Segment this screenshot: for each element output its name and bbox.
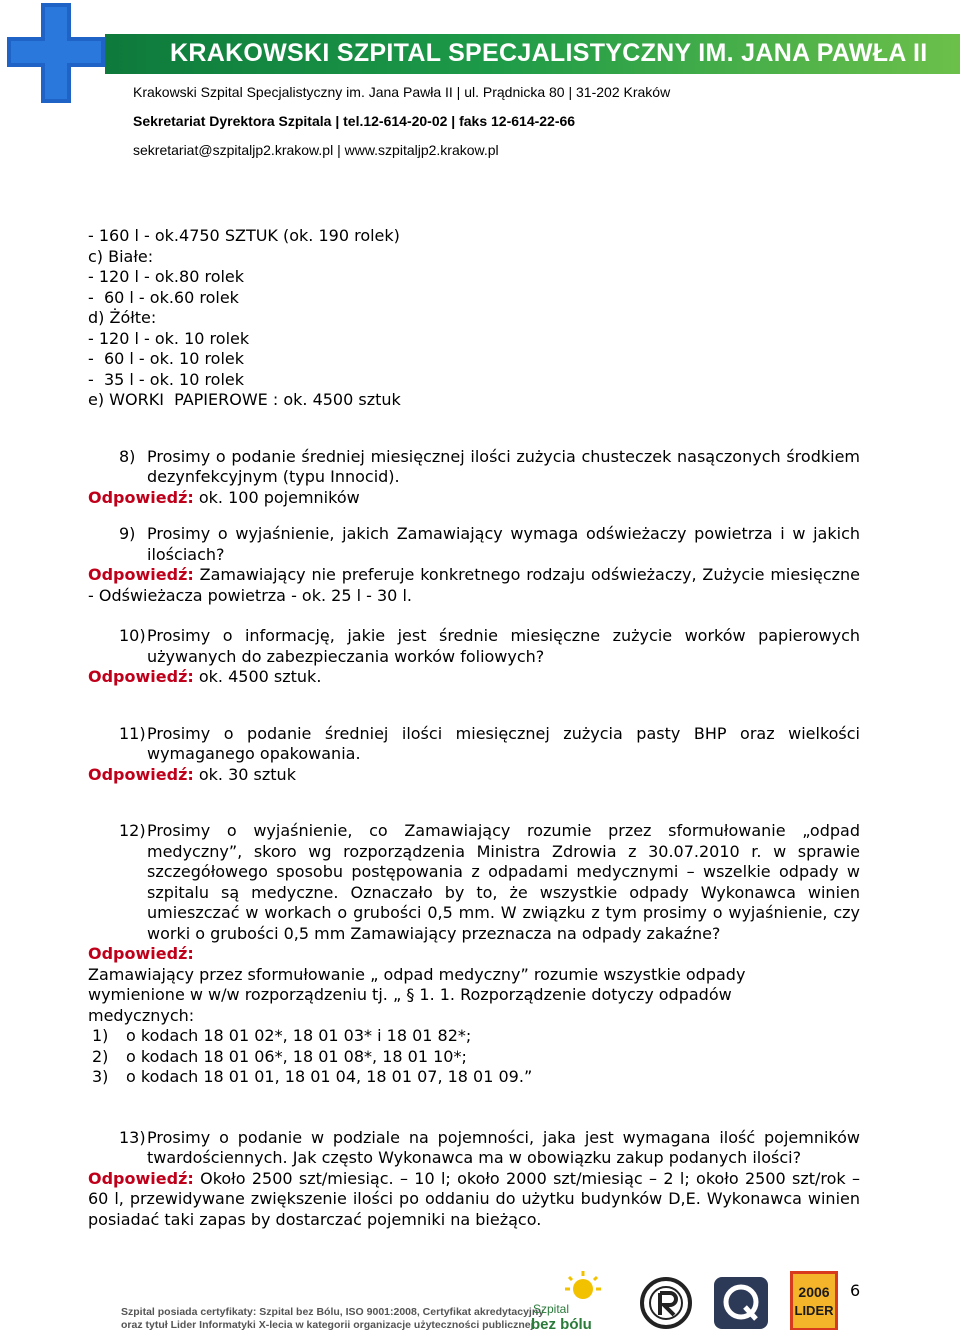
letterhead	[0, 0, 960, 175]
answer-8	[88, 488, 860, 509]
answer-text: Zamawiający nie preferuje konkretnego rodzaju odświeżaczy, Zużycie miesięczne - Odświeżacza powietrza - ok. 25 l - 30 l.	[88, 565, 860, 605]
list-item-number: 3)	[92, 1067, 109, 1086]
svg-text:bez bólu: bez bólu	[531, 1316, 592, 1330]
intro-line: - 160 l - ok.4750 SZTUK (ok. 190 rolek)	[88, 226, 400, 245]
question-text: Prosimy o podanie w podziale na pojemności, jaka jest wymagana ilość pojemników twardościennych. Jak często Wykonawca ma w obowiązku zakup podanych ilości?	[147, 1127, 860, 1167]
question-text: Prosimy o wyjaśnienie, jakich Zamawiający wymaga odświeżaczy powietrza i w jakich ilościach?	[147, 524, 860, 564]
svg-text:2006: 2006	[798, 1284, 830, 1300]
list-item-text: o kodach 18 01 06*, 18 01 08*, 18 01 10*;	[126, 1046, 467, 1066]
document-body	[88, 226, 860, 1230]
list-item	[88, 1067, 860, 1088]
answer-label: Odpowiedź:	[88, 764, 194, 784]
list-item	[88, 1026, 860, 1047]
it-leader-award-logo-icon	[790, 1271, 838, 1330]
question-text: Prosimy o podanie średniej ilości miesięcznej zużycia pasty BHP oraz wielkości wymaganego opakowania.	[147, 723, 860, 763]
certification-r-logo-icon	[638, 1275, 698, 1330]
answer-line: medycznych:	[88, 1005, 195, 1025]
answer-10	[88, 667, 860, 688]
intro-line: - 60 l - ok.60 rolek	[88, 287, 239, 307]
answer-text: ok. 100 pojemników	[193, 487, 360, 507]
intro-line: d) Żółte:	[88, 308, 157, 327]
certificates-note	[121, 1306, 544, 1330]
answer-label: Odpowiedź:	[88, 487, 194, 507]
question-number: 13)	[119, 1127, 146, 1147]
address-line: Krakowski Szpital Specjalistyczny im. Jana Pawła II | ul. Prądnicka 80 | 31-202 Kraków	[133, 84, 671, 100]
intro-line: - 120 l - ok. 10 rolek	[88, 328, 250, 348]
answer-line: Zamawiający przez sformułowanie „ odpad medyczny” rozumie wszystkie odpady	[88, 964, 746, 984]
question-number: 11)	[119, 723, 146, 743]
answer-13	[88, 1169, 860, 1231]
question-text: Prosimy o wyjaśnienie, co Zamawiający rozumie przez sformułowanie „odpad medyczny”, skoro wg rozporządzenia Ministra Zdrowia z 30.07.2010 r. w sprawie szczegółowego sposobu postępowania z odpadami medycznymi – wszelkie odpady w szpitalu są medyczne. Oznaczało by to, że wszystkie odpady Wykonawca winien umieszczać w workach o grubości 0,5 mm. W związku z tym prosimy o wyjaśnienie, czy worki o grubości 0,5 mm Zamawiający przeznacza na odpady zakaźne?	[147, 821, 860, 943]
list-item-text: o kodach 18 01 02*, 18 01 03* i 18 01 82*;	[126, 1026, 472, 1045]
intro-list	[88, 226, 860, 411]
certificates-line: Szpital posiada certyfikaty: Szpital bez Bólu, ISO 9001:2008, Certyfikat akredytacyjny	[121, 1306, 545, 1318]
question-number: 10)	[119, 626, 146, 645]
contact-line: sekretariat@szpitaljp2.krakow.pl | www.szpitaljp2.krakow.pl	[133, 142, 499, 158]
question-number: 12)	[119, 821, 146, 840]
intro-line: - 60 l - ok. 10 rolek	[88, 349, 245, 368]
page-number: 6	[850, 1281, 861, 1300]
list-item	[88, 1047, 860, 1068]
intro-line: - 120 l - ok.80 rolek	[88, 267, 245, 286]
pain-free-hospital-logo-icon	[527, 1271, 619, 1330]
answer-12	[88, 944, 860, 1088]
intro-line: - 35 l - ok. 10 rolek	[88, 369, 245, 389]
question-12	[88, 821, 860, 944]
question-text: Prosimy o podanie średniej miesięcznej ilości zużycia chusteczek nasączonych środkiem dezynfekcyjnym (typu Innocid).	[147, 446, 860, 486]
list-item-number: 1)	[92, 1026, 109, 1045]
answer-label: Odpowiedź:	[88, 667, 194, 686]
answer-label: Odpowiedź:	[88, 565, 194, 584]
question-11	[88, 724, 860, 765]
quality-certificate-q-logo-icon	[712, 1275, 770, 1330]
list-item-text: o kodach 18 01 01, 18 01 04, 18 01 07, 18 01 09.”	[126, 1067, 533, 1086]
list-item-number: 2)	[92, 1046, 109, 1066]
answer-text: ok. 30 sztuk	[193, 764, 296, 784]
question-number: 8)	[119, 446, 136, 466]
page-footer	[0, 1265, 960, 1330]
question-text: Prosimy o informację, jakie jest średnie miesięczne zużycie worków papierowych używanych do zabezpieczania worków foliowych?	[147, 626, 860, 666]
answer-label: Odpowiedź:	[88, 944, 194, 963]
hospital-name: KRAKOWSKI SZPITAL SPECJALISTYCZNY IM. JANA PAWŁA II	[170, 39, 928, 67]
question-number: 9)	[119, 524, 136, 543]
answer-text: ok. 4500 sztuk.	[193, 667, 322, 686]
answer-9	[88, 565, 860, 606]
certificates-line: oraz tytuł Lider Informatyki X-lecia w kategorii organizacje użyteczności publicznej	[121, 1319, 534, 1330]
intro-line: e) WORKI PAPIEROWE : ok. 4500 sztuk	[88, 390, 401, 409]
answer-11	[88, 765, 860, 786]
answer-text: Około 2500 szt/miesiąc. – 10 l; około 2000 szt/miesiąc – 2 l; około 2500 szt/rok – 60 l, przewidywane zwiększenie ilości po oddaniu do użytku budynków D,E. Wykonawca winien posiadać taki zapas by dostarczać pojemniki na bieżąco.	[88, 1168, 860, 1229]
question-13	[88, 1128, 860, 1169]
answer-line: wymienione w w/w rozporządzeniu tj. „ § 1. 1. Rozporządzenie dotyczy odpadów	[88, 985, 732, 1004]
svg-text:Szpital: Szpital	[533, 1302, 570, 1316]
hospital-cross-logo-icon	[7, 3, 105, 103]
question-9	[88, 524, 860, 565]
answer-label: Odpowiedź:	[88, 1168, 194, 1188]
question-10	[88, 626, 860, 667]
question-8	[88, 447, 860, 488]
svg-text:LIDER: LIDER	[794, 1303, 834, 1318]
intro-line: c) Białe:	[88, 246, 154, 266]
secretariat-line: Sekretariat Dyrektora Szpitala | tel.12-614-20-02 | faks 12-614-22-66	[133, 113, 576, 129]
